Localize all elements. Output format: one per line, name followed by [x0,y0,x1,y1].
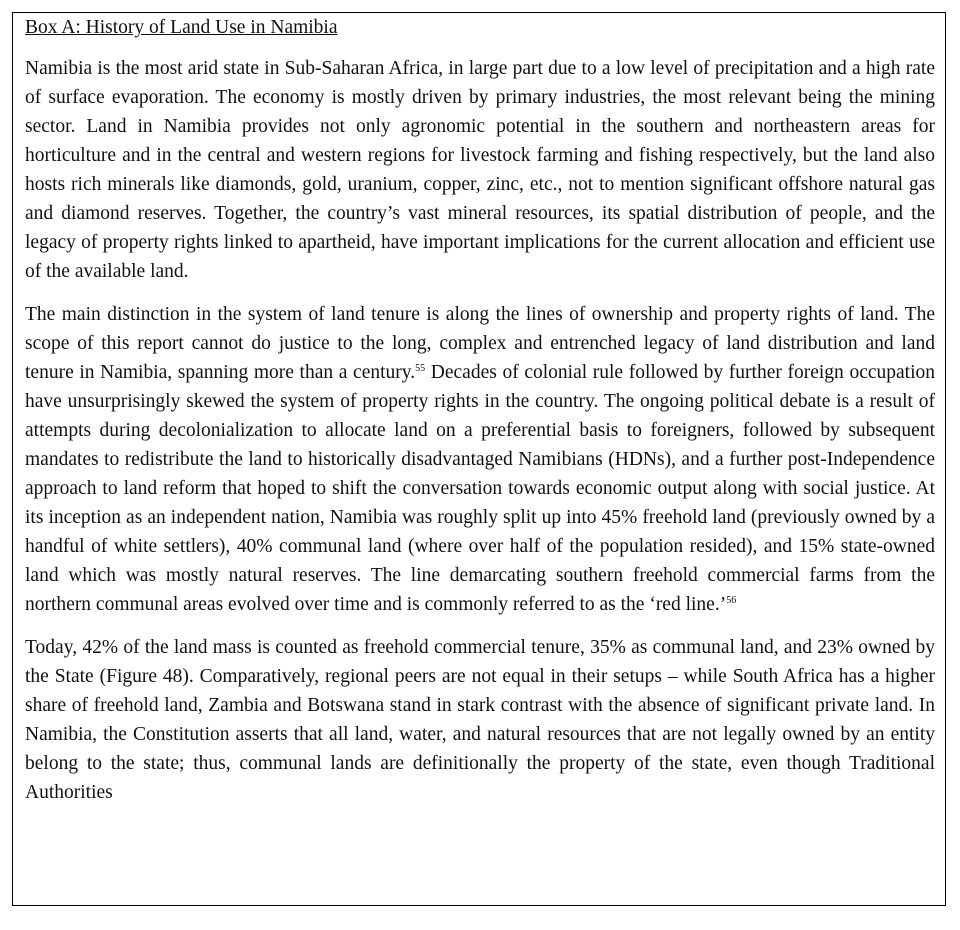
text-box [12,12,946,906]
paragraph-2-text-a: The main distinction in the system of land tenure is along the lines of ownership and property rights of land. The scope of this report cannot do justice to the long, complex and entrenched legacy of land distribution and land tenure in Namibia, spanning more than a century. [25,304,935,383]
footnote-marker-56[interactable]: 56 [726,595,737,606]
footnote-marker-55[interactable]: 55 [415,363,426,374]
box-title: Box A: History of Land Use in Namibia [25,17,338,38]
paragraph-1: Namibia is the most arid state in Sub-Saharan Africa, in large part due to a low level of precipitation and a high rate of surface evaporation. The economy is mostly driven by primary industries, the most relevant being the mining sector. Land in Namibia provides not only agronomic potential in the southern and northeastern areas for horticulture and in the central and western regions for livestock farming and fishing respectively, but the land also hosts rich minerals like diamonds, gold, uranium, copper, zinc, etc., not to mention significant offshore natural gas and diamond reserves. Together, the country’s vast mineral resources, its spatial distribution of people, and the legacy of property rights linked to apartheid, have important implications for the current allocation and efficient use of the available land. [25,58,935,282]
paragraph-3: Today, 42% of the land mass is counted as freehold commercial tenure, 35% as communal land, and 23% owned by the State (Figure 48). Comparatively, regional peers are not equal in their setups – while South Africa has a higher share of freehold land, Zambia and Botswana stand in stark contrast with the absence of significant private land. In Namibia, the Constitution asserts that all land, water, and natural resources that are not legally owned by an entity belong to the state; thus, communal lands are definitionally the property of the state, even though Traditional Authorities [25,637,935,803]
paragraph-2-text-b: Decades of colonial rule followed by further foreign occupation have unsurprisingly skewed the system of property rights in the country. The ongoing political debate is a result of attempts during decolonialization to allocate land on a preferential basis to foreigners, followed by subsequent mandates to redistribute the land to historically disadvantaged Namibians (HDNs), and a further post-Independence approach to land reform that hoped to shift the conversation towards economic output along with social justice. At its inception as an independent nation, Namibia was roughly split up into 45% freehold land (previously owned by a handful of white settlers), 40% communal land (where over half of the population resided), and 15% state-owned land which was mostly natural reserves. The line demarcating southern freehold commercial farms from the northern communal areas evolved over time and is commonly referred to as the ‘red line.’ [25,362,935,615]
paragraph-2 [25,300,935,619]
